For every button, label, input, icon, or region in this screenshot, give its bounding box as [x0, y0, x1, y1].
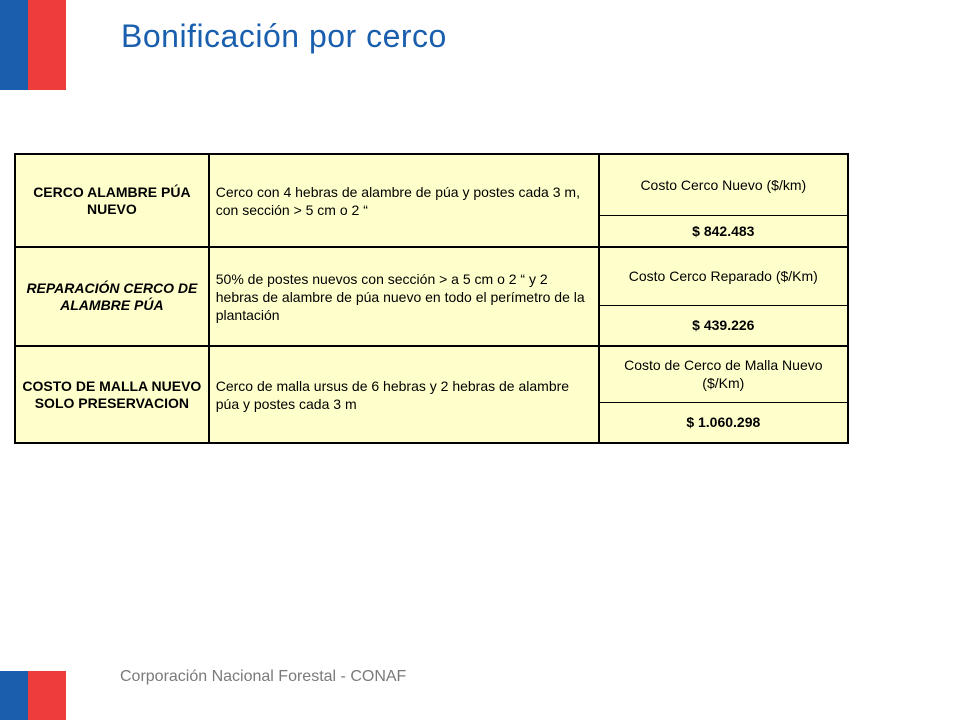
fence-description: Cerco con 4 hebras de alambre de púa y postes cada 3 m, con sección > 5 cm o 2 “ [209, 154, 599, 247]
fence-type-label: SOLO PRESERVACION [34, 394, 190, 411]
fence-description: 50% de postes nuevos con sección > a 5 cm o 2 “ y 2 hebras de alambre de púa nuevo en todo el perímetro de la plantación [209, 247, 599, 346]
fence-type-cell [15, 154, 209, 247]
table-row [15, 154, 848, 215]
fence-type-label: NUEVO [86, 200, 137, 217]
footer-text: Corporación Nacional Forestal - CONAF [120, 668, 407, 685]
table-row [15, 346, 848, 402]
cost-value: $ 439.226 [599, 305, 848, 346]
slide-title: Bonificación por cerco [121, 18, 447, 54]
fence-type-cell [15, 346, 209, 443]
flag-blue-stripe [0, 671, 28, 720]
flag-blue-stripe [0, 0, 28, 90]
fence-type-label: COSTO DE MALLA NUEVO [22, 377, 202, 394]
cost-label: Costo Cerco Reparado ($/Km) [599, 247, 848, 305]
cost-value: $ 842.483 [599, 215, 848, 247]
fence-bonus-table [14, 153, 849, 444]
flag-decoration-top [0, 0, 66, 90]
flag-red-stripe [28, 0, 66, 90]
flag-red-stripe [28, 671, 66, 720]
cost-label: Costo Cerco Nuevo ($/km) [599, 154, 848, 215]
cost-value: $ 1.060.298 [599, 402, 848, 443]
flag-decoration-bottom [0, 671, 66, 720]
fence-description: Cerco de malla ursus de 6 hebras y 2 hebras de alambre púa y postes cada 3 m [209, 346, 599, 443]
table-row [15, 247, 848, 305]
fence-type-label: REPARACIÓN CERCO DE ALAMBRE PÚA [26, 279, 198, 313]
fence-type-cell [15, 247, 209, 346]
cost-label: Costo de Cerco de Malla Nuevo ($/Km) [599, 346, 848, 402]
fence-type-label: CERCO ALAMBRE PÚA [33, 183, 191, 200]
